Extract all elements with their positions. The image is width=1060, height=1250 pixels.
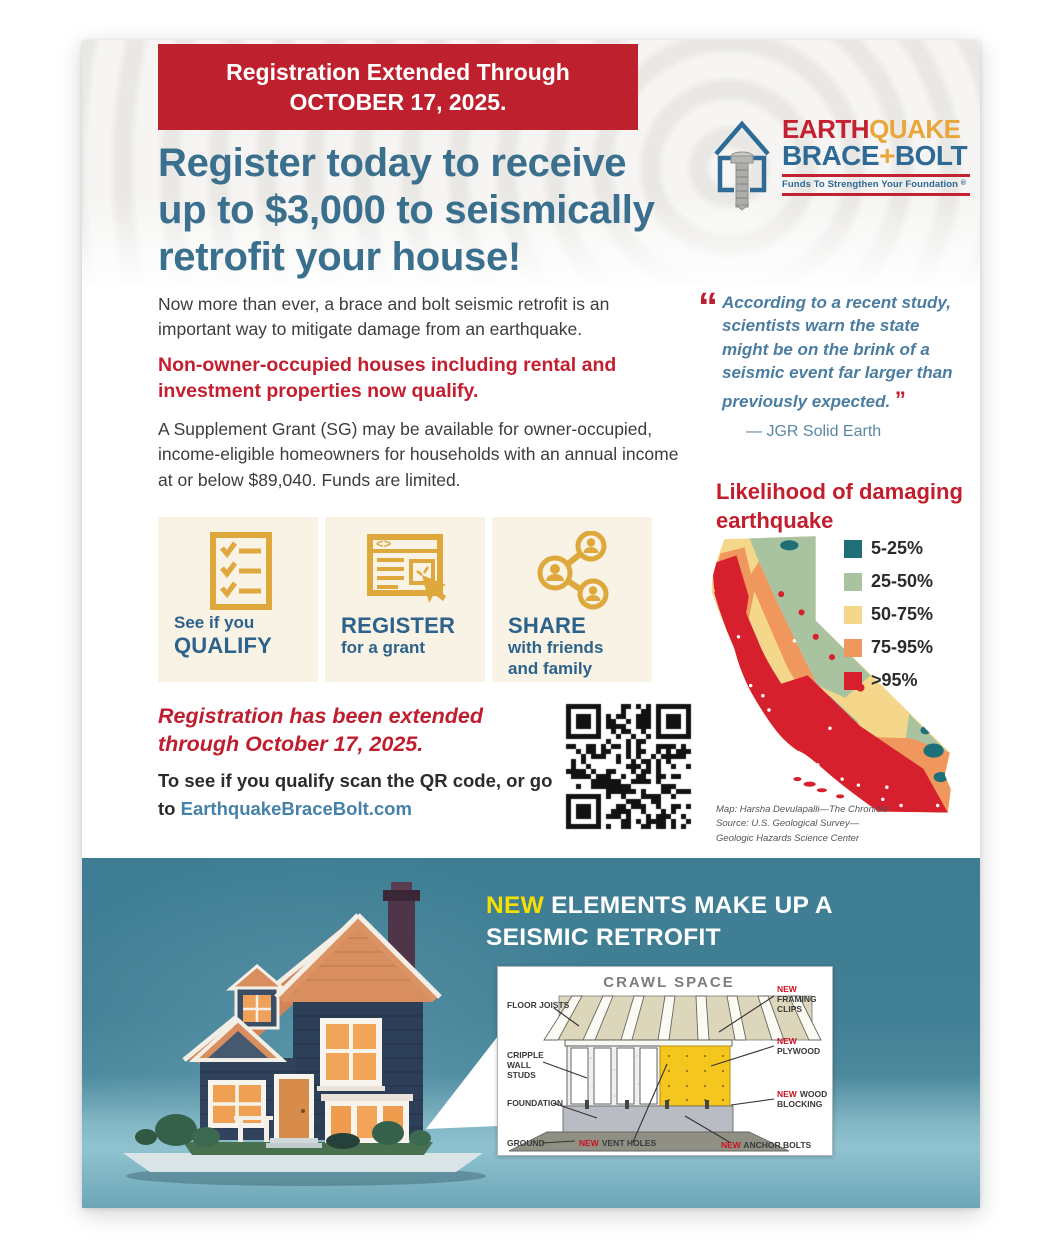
highlight-paragraph: Non-owner-occupied houses including rental and investment properties now qualify. bbox=[158, 354, 617, 403]
map-credit-line: Map: Harsha Devulapalli—The Chronicle bbox=[716, 804, 889, 815]
retrofit-heading: NEW ELEMENTS MAKE UP A SEISMIC RETROFIT bbox=[486, 892, 832, 952]
banner-line-1: Registration Extended Through bbox=[226, 58, 570, 85]
content-section bbox=[82, 285, 980, 858]
open-quote-icon: “ bbox=[698, 285, 718, 329]
label-new-vent-holes: NEW VENT HOLES bbox=[579, 1138, 657, 1148]
headline-line-1: Register today to receive bbox=[158, 141, 627, 185]
headline-line-3: retrofit your house! bbox=[158, 234, 521, 279]
action-register-label-small: for a grant bbox=[341, 638, 426, 658]
cta-text bbox=[158, 767, 558, 823]
heading-new-word: NEW bbox=[486, 892, 545, 919]
label-foundation: FOUNDATION bbox=[507, 1098, 564, 1108]
action-qualify-label-big: QUALIFY bbox=[174, 633, 272, 659]
supplement-paragraph: A Supplement Grant (SG) may be available for owner-occupied, income-eligible homeowners for households with an annual income at or below $89,040. Funds are limited. bbox=[158, 419, 679, 490]
map-credits bbox=[716, 803, 888, 846]
callout-tail bbox=[422, 1028, 502, 1143]
map-credit-line: Geologic Hazards Science Center bbox=[716, 832, 860, 844]
pull-quote bbox=[698, 285, 966, 441]
label-plywood: PLYWOOD bbox=[777, 1046, 821, 1056]
label-ground: GROUND bbox=[507, 1138, 545, 1148]
logo-brace-bolt: BRACE+BOLT bbox=[782, 140, 968, 171]
action-share-label-big: SHARE bbox=[508, 613, 587, 638]
label-cripple-1: CRIPPLE bbox=[507, 1050, 544, 1060]
retrofit-section bbox=[82, 858, 980, 1208]
legend-swatch bbox=[844, 540, 862, 558]
house-bolt-icon bbox=[710, 114, 774, 219]
legend-item: 5-25% bbox=[844, 538, 933, 559]
action-register-label-big: REGISTER bbox=[341, 613, 456, 638]
cta-link[interactable]: EarthquakeBraceBolt.com bbox=[180, 797, 412, 819]
legend-item: >95% bbox=[844, 670, 933, 691]
label-cripple-2: WALL bbox=[507, 1060, 532, 1070]
quote-attribution: — JGR Solid Earth bbox=[746, 423, 882, 441]
qr-code bbox=[565, 703, 692, 830]
label-new-plywood: NEW bbox=[777, 1036, 797, 1046]
logo-tagline: Funds To Strengthen Your Foundation ® bbox=[782, 178, 967, 190]
legend-swatch bbox=[844, 606, 862, 624]
extended-note: Registration has been extended through October 17, 2025. bbox=[158, 704, 483, 756]
label-new-wood: NEW WOOD bbox=[777, 1089, 828, 1099]
label-new-anchor-bolts: NEW ANCHOR BOLTS bbox=[721, 1140, 812, 1150]
headline-line-2: up to $3,000 to seismically bbox=[158, 187, 655, 232]
legend-item: 75-95% bbox=[844, 637, 933, 658]
share-network-icon bbox=[508, 531, 640, 613]
logo-rule-top bbox=[782, 174, 970, 177]
action-register[interactable] bbox=[325, 517, 485, 682]
map-legend bbox=[844, 538, 933, 703]
ebb-logo bbox=[710, 114, 972, 219]
flyer bbox=[82, 40, 980, 1208]
map-credit-line: Source: U.S. Geological Survey— bbox=[716, 818, 860, 830]
register-browser-icon bbox=[341, 531, 473, 613]
label-blocking: BLOCKING bbox=[777, 1099, 823, 1109]
page-title bbox=[158, 140, 738, 280]
hero-section bbox=[82, 40, 980, 285]
close-quote-icon: ” bbox=[894, 386, 906, 412]
action-row bbox=[158, 517, 652, 682]
label-framing-1: FRAMING bbox=[777, 994, 817, 1004]
label-framing-2: CLIPS bbox=[777, 1004, 803, 1014]
label-cripple-3: STUDS bbox=[507, 1070, 536, 1080]
legend-item: 50-75% bbox=[844, 604, 933, 625]
action-share-label-small2: and family bbox=[508, 658, 593, 678]
legend-item: 25-50% bbox=[844, 571, 933, 592]
legend-swatch bbox=[844, 672, 862, 690]
checklist-icon bbox=[174, 531, 306, 613]
diagram-title: CRAWL SPACE bbox=[603, 974, 735, 991]
quote-text: According to a recent study, scientists warn the state might be on the brink of a seismic event far larger than previously expected. ” bbox=[722, 293, 953, 412]
svg-text:<>: <> bbox=[376, 536, 392, 551]
label-new-framing: NEW bbox=[777, 984, 797, 994]
label-floor-joists: FLOOR JOISTS bbox=[507, 1000, 570, 1010]
action-qualify[interactable] bbox=[158, 517, 318, 682]
logo-rule-bottom bbox=[782, 193, 970, 196]
action-share[interactable] bbox=[492, 517, 652, 682]
intro-paragraph: Now more than ever, a brace and bolt seismic retrofit is an important way to mitigate damage from an earthquake. bbox=[158, 294, 610, 340]
legend-swatch bbox=[844, 639, 862, 657]
action-qualify-label-small: See if you bbox=[174, 613, 255, 632]
registration-banner bbox=[158, 44, 638, 130]
logo-earthquake: EARTHQUAKE bbox=[782, 114, 961, 144]
logo-text bbox=[782, 114, 970, 219]
crawlspace-diagram bbox=[497, 966, 833, 1156]
banner-line-2: OCTOBER 17, 2025. bbox=[289, 89, 507, 115]
action-share-label-small1: with friends bbox=[508, 638, 604, 658]
likelihood-title: Likelihood of damaging earthquake bbox=[716, 479, 963, 533]
legend-swatch bbox=[844, 573, 862, 591]
cta-prefix: To see if you qualify scan the QR code, or go to bbox=[158, 770, 553, 819]
